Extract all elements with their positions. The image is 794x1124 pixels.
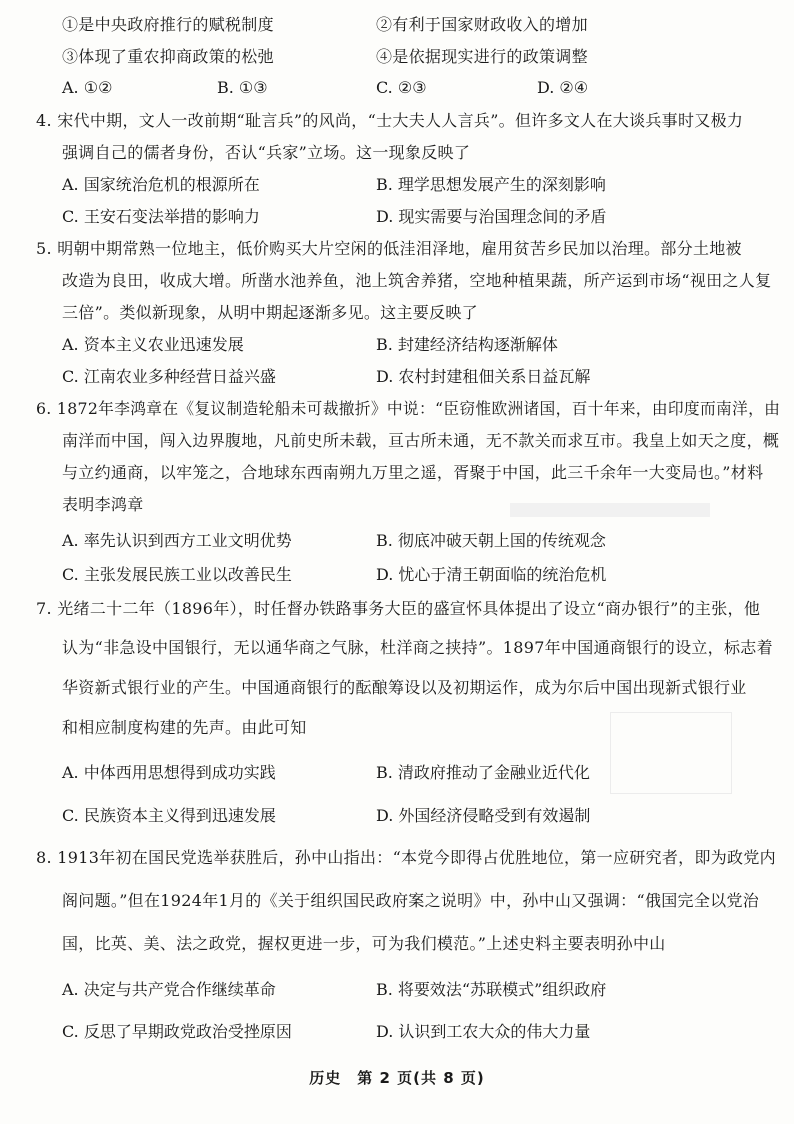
option-c: C. ②③	[376, 78, 427, 97]
statement-4: ④是依据现实进行的政策调整	[376, 47, 588, 66]
question-text-line: 8. 1913年初在国民党选举获胜后，孙中山指出：“本党今即得占优胜地位，第一应研究者，即为政党内	[36, 848, 776, 867]
question-text-line: 6. 1872年李鸿章在《复议制造轮船未可裁撤折》中说：“臣窃惟欧洲诸国，百十年来，由印度而南洋，由	[36, 399, 781, 418]
page-footer: 历史 第 2 页(共 8 页)	[309, 1069, 485, 1087]
question-text-line: 与立约通商，以牢笼之，合地球东西南朔九万里之遥，胥聚于中国，此三千余年一大变局也。”材料	[62, 463, 764, 482]
option-b: B. 彻底冲破天朝上国的传统观念	[376, 531, 606, 550]
question-text-line: 5. 明朝中期常熟一位地主，低价购买大片空闲的低洼泪泽地，雇用贫苦乡民加以治理。部分土地被	[36, 239, 742, 258]
option-d: D. 认识到工农大众的伟大力量	[376, 1022, 591, 1041]
option-c: C. 江南农业多种经营日益兴盛	[62, 367, 276, 386]
option-d: D. ②④	[537, 78, 589, 97]
option-c: C. 反思了早期政党政治受挫原因	[62, 1022, 292, 1041]
question-text-line: 强调自己的儒者身份，否认“兵家”立场。这一现象反映了	[62, 143, 471, 162]
option-d: D. 现实需要与治国理念间的矛盾	[376, 207, 607, 226]
question-text-line: 三倍”。类似新现象，从明中期起逐渐多见。这主要反映了	[62, 303, 478, 322]
statement-1: ①是中央政府推行的赋税制度	[62, 15, 274, 34]
question-text-line: 4. 宋代中期，文人一改前期“耻言兵”的风尚，“士大夫人人言兵”。但许多文人在大谈兵事时又极力	[36, 111, 744, 130]
question-text-line: 7. 光绪二十二年（1896年），时任督办铁路事务大臣的盛宣怀具体提出了设立“商办银行”的主张，他	[36, 599, 761, 618]
question-text-line: 表明李鸿章	[62, 495, 144, 514]
bleed-through-mark	[610, 712, 732, 794]
question-text-line: 华资新式银行业的产生。中国通商银行的酝酿筹设以及初期运作，成为尔后中国出现新式银行业	[62, 678, 747, 697]
question-text-line: 和相应制度构建的先声。由此可知	[62, 718, 307, 737]
option-d: D. 农村封建租佃关系日益瓦解	[376, 367, 591, 386]
option-b: B. 清政府推动了金融业近代化	[376, 763, 590, 782]
option-b: B. 理学思想发展产生的深刻影响	[376, 175, 606, 194]
question-text-line: 阁问题。”但在1924年1月的《关于组织国民政府案之说明》中，孙中山又强调：“俄国完全以党治	[62, 891, 760, 910]
option-b: B. 封建经济结构逐渐解体	[376, 335, 558, 354]
option-b: B. ①③	[217, 78, 268, 97]
question-text-line: 认为“非急设中国银行，无以通华商之气脉，杜洋商之挟持”。1897年中国通商银行的设立，标志着	[62, 638, 773, 657]
question-text-line: 国，比英、美、法之政党，握权更进一步，可为我们模范。”上述史料主要表明孙中山	[62, 934, 666, 953]
bleed-through-mark	[510, 503, 710, 517]
option-d: D. 忧心于清王朝面临的统治危机	[376, 565, 607, 584]
option-d: D. 外国经济侵略受到有效遏制	[376, 806, 591, 825]
statement-2: ②有利于国家财政收入的增加	[376, 15, 588, 34]
option-a: A. 率先认识到西方工业文明优势	[62, 531, 292, 550]
option-a: A. ①②	[62, 78, 113, 97]
question-text-line: 改造为良田，收成大增。所凿水池养鱼，池上筑舍养猪，空地种植果蔬，所产运到市场“视田之人复	[62, 271, 772, 290]
option-a: A. 资本主义农业迅速发展	[62, 335, 244, 354]
option-a: A. 中体西用思想得到成功实践	[62, 763, 276, 782]
option-a: A. 国家统治危机的根源所在	[62, 175, 260, 194]
option-c: C. 主张发展民族工业以改善民生	[62, 565, 292, 584]
option-c: C. 民族资本主义得到迅速发展	[62, 806, 276, 825]
question-text-line: 南洋而中国，闯入边界腹地，凡前史所未载，亘古所未通，无不款关而求互市。我皇上如天之度，概	[62, 431, 780, 450]
option-c: C. 王安石变法举措的影响力	[62, 207, 260, 226]
option-a: A. 决定与共产党合作继续革命	[62, 980, 276, 999]
statement-3: ③体现了重农抑商政策的松弛	[62, 47, 274, 66]
option-b: B. 将要效法“苏联模式”组织政府	[376, 980, 607, 999]
